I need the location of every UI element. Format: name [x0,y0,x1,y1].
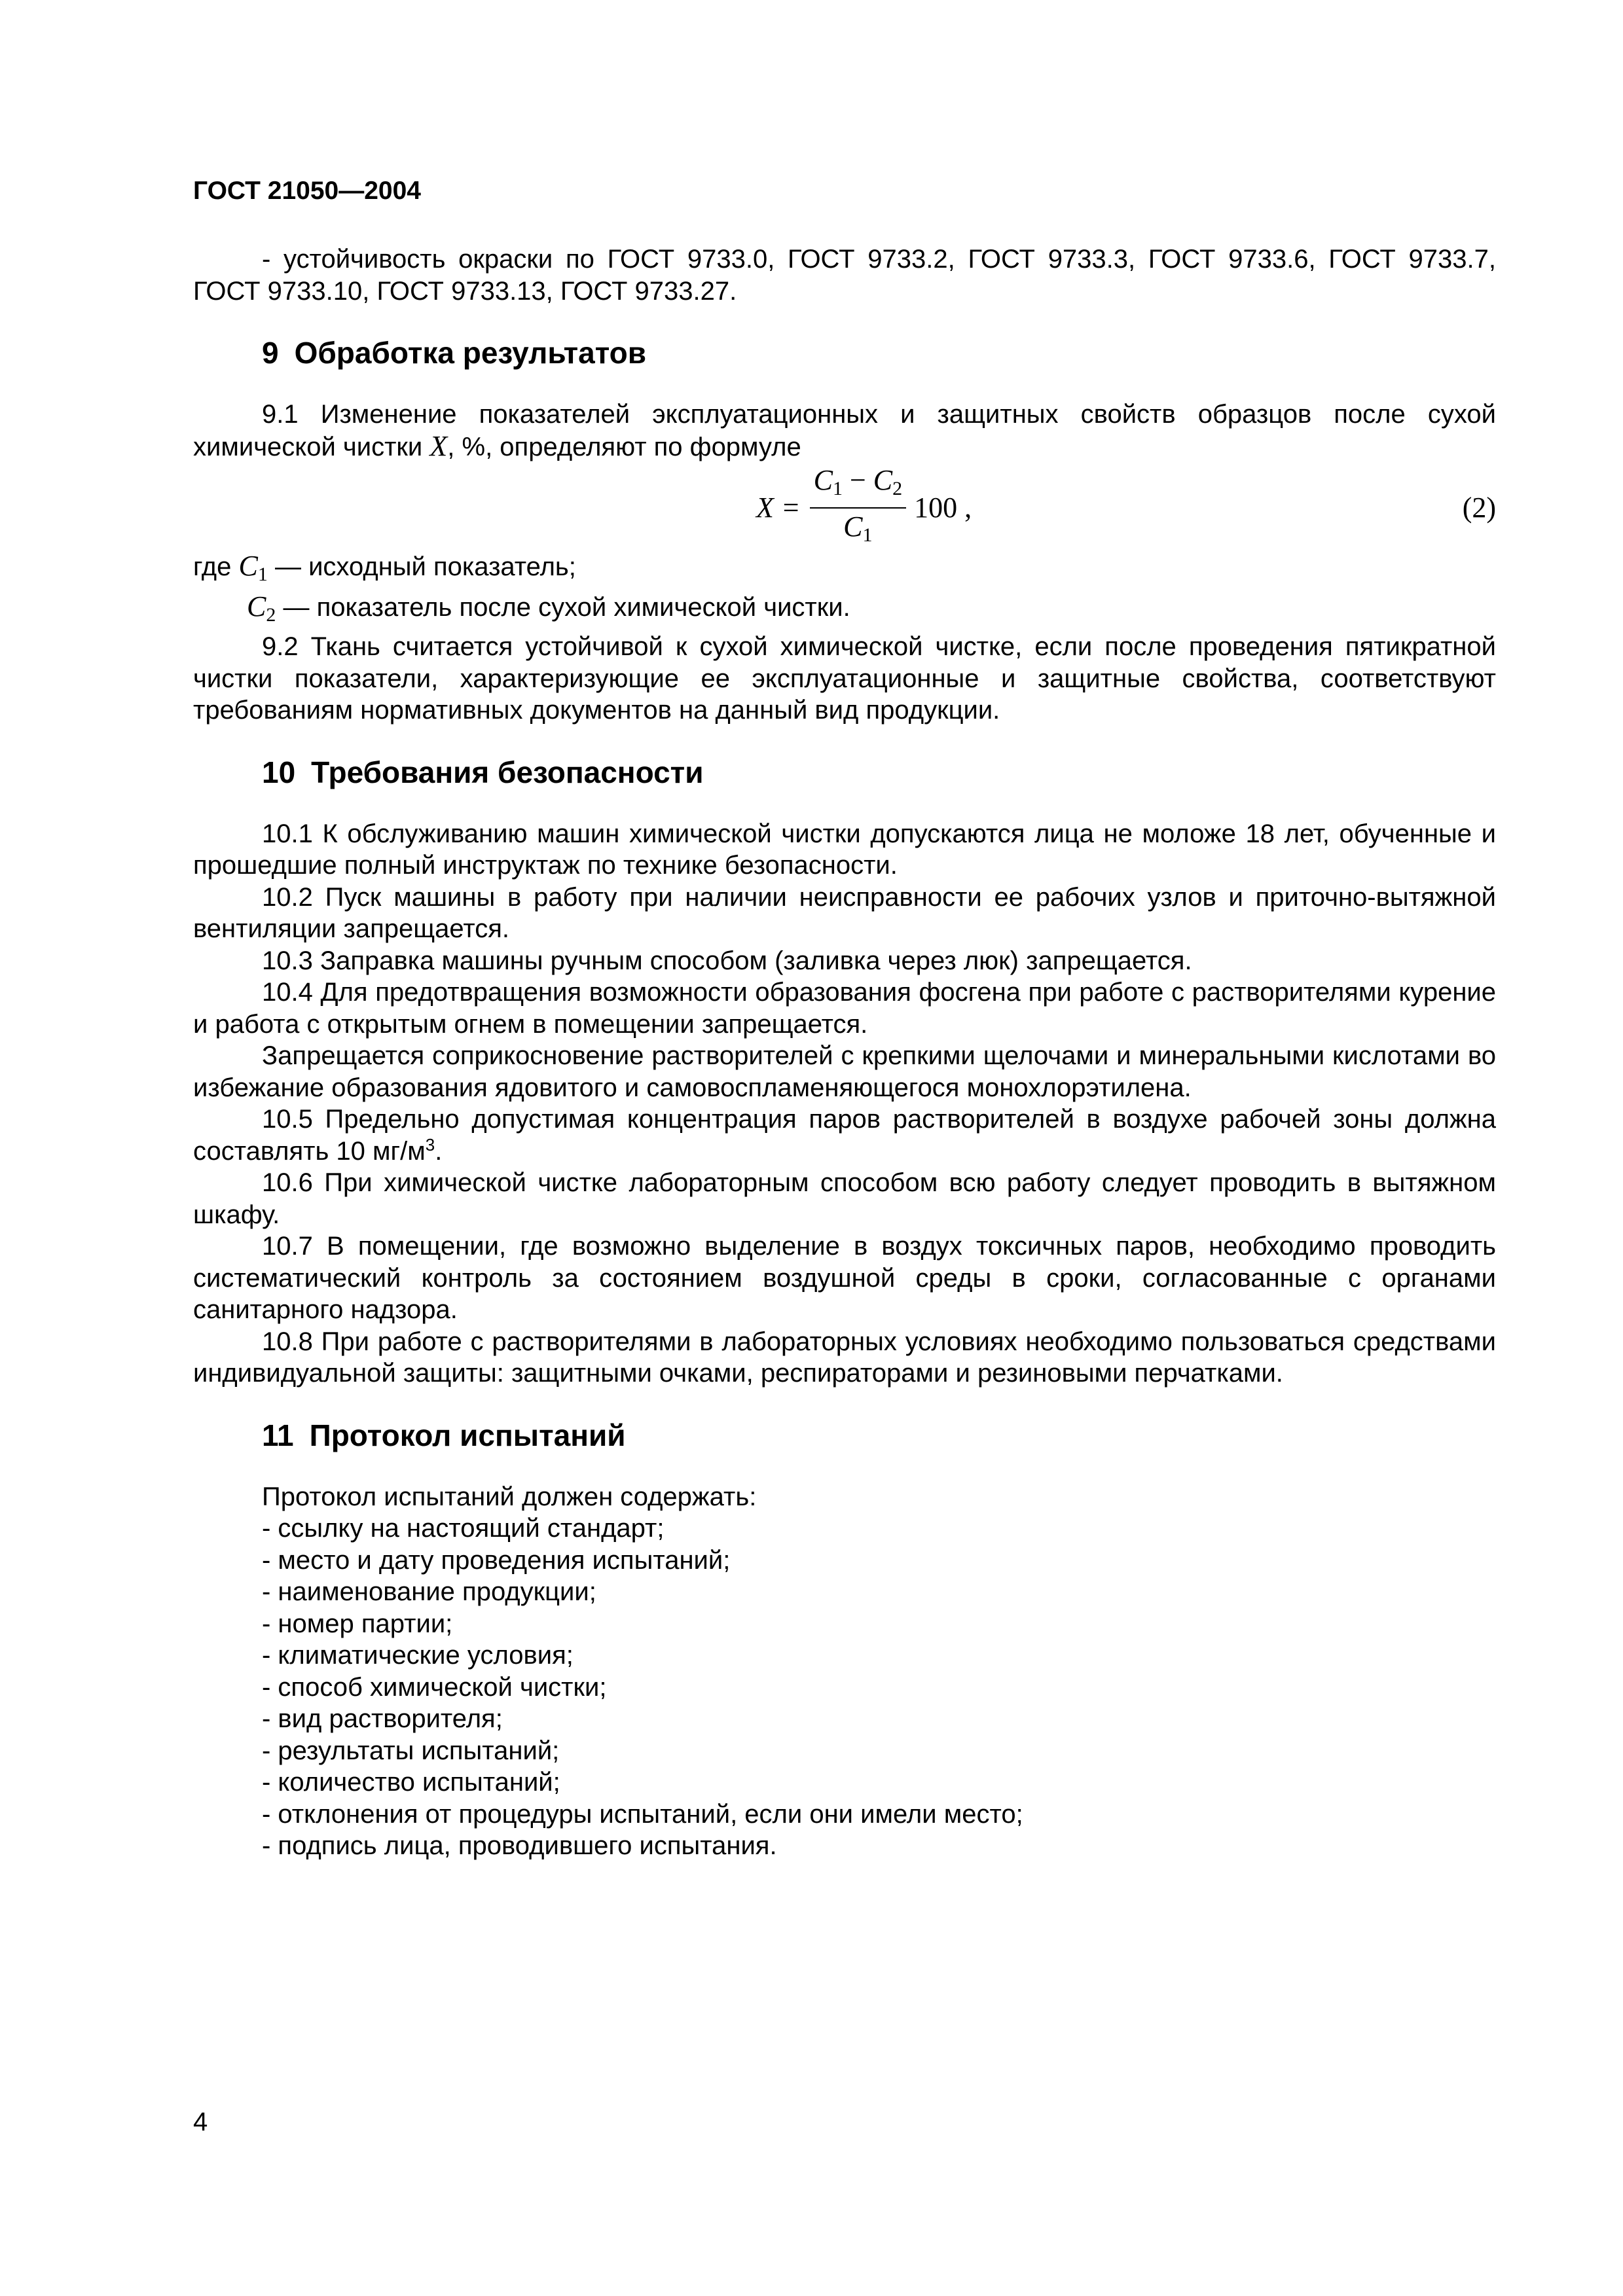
paragraph-10-3: 10.3 Заправка машины ручным способом (заливка через люк) запрещается. [262,946,1192,975]
paragraph-9-2: 9.2 Ткань считается устойчивой к сухой химической чистке, если после проведения пятикратной чистки показатели, характеризующие ее эксплуатационные и защитные свойства, соответствуют требованиям нормативных документов на данный вид продукции. [193,632,1496,725]
document-body [193,243,1496,1862]
where-c2: $C_2$ — показатель после сухой химической чистки. [247,590,850,626]
paragraph-10-5: 10.5 Предельно допустимая концентрация паров растворителей в воздухе рабочей зоны должна составлять 10 $мг/м^3$. [193,1105,1496,1166]
formula-lhs: X = [756,491,801,524]
list-item: - наименование продукции; [262,1577,596,1606]
protocol-lead: Протокол испытаний должен содержать: [262,1482,757,1511]
list-item: - подпись лица, проводившего испытания. [262,1831,777,1860]
paragraph-10-4b: Запрещается соприкосновение растворителей с крепкими щелочами и минеральными кислотами во избежание образования ядовитого и самовоспламеняющегося монохлорэтилена. [193,1041,1496,1102]
formula-factor: 100 , [914,491,972,524]
formula-number: (2) [1462,491,1496,524]
protocol-items [193,1513,1496,1862]
paragraph-10-2: 10.2 Пуск машины в работу при наличии неисправности ее рабочих узлов и приточно-вытяжной вентиляции запрещается. [193,882,1496,943]
document-code: ГОСТ 21050—2004 [193,177,421,205]
section-10-heading [193,753,1496,792]
list-item: - отклонения от процедуры испытаний, если они имели место; [262,1799,1023,1829]
list-item: - климатические условия; [262,1641,574,1670]
formula-denominator: $C_1$ [843,511,873,546]
list-item: - номер партии; [262,1609,453,1638]
formula-expression [756,465,972,550]
paragraph-10-7: 10.7 В помещении, где возможно выделение в воздух токсичных паров, необходимо проводить систематический контроль за состоянием воздушной среды в сроки, согласованные с органами санитарного надзора. [193,1232,1496,1324]
formula-numerator: $C_1 - C_2$ [810,465,907,509]
list-item: - количество испытаний; [262,1768,560,1797]
section-10-number: 10 [262,755,296,789]
section-10-title: Требования безопасности [311,755,704,789]
section-11-heading [193,1416,1496,1455]
paragraph-10-6: 10.6 При химической чистке лабораторным способом всю работу следует проводить в вытяжном шкафу. [193,1168,1496,1229]
section-11-number: 11 [262,1418,294,1452]
page-number: 4 [193,2108,208,2136]
section-9-heading [193,333,1496,372]
list-item: - вид растворителя; [262,1704,503,1733]
variable-x: X [429,429,448,462]
list-item: - ссылку на настоящий стандарт; [262,1514,665,1543]
paragraph-9-1: 9.1 Изменение показателей эксплуатационных и защитных свойств образцов после сухой химической чистки X, %, определяют по формуле [193,400,1496,462]
list-item: - место и дату проведения испытаний; [262,1545,731,1575]
list-item: - результаты испытаний; [262,1736,560,1765]
list-item: - способ химической чистки; [262,1672,607,1702]
paragraph-10-8: 10.8 При работе с растворителями в лабораторных условиях необходимо пользоваться средствами индивидуальной защиты: защитными очками, респираторами и резиновыми перчатками. [193,1327,1496,1388]
section-9-title: Обработка результатов [294,336,646,370]
where-c1: где $C_1$ — исходный показатель; [193,550,576,585]
formula-fraction [810,465,907,551]
paragraph-10-1: 10.1 К обслуживанию машин химической чистки допускаются лица не моложе 18 лет, обученные и прошедшие полный инструктаж по технике безопасности. [193,819,1496,880]
section-11-title: Протокол испытаний [309,1418,626,1452]
paragraph-10-4: 10.4 Для предотвращения возможности образования фосгена при работе с растворителями курение и работа с открытым огнем в помещении запрещается. [193,978,1496,1039]
intro-list-item: - устойчивость окраски по ГОСТ 9733.0, ГОСТ 9733.2, ГОСТ 9733.3, ГОСТ 9733.6, ГОСТ 9733.7, ГОСТ 9733.10, ГОСТ 9733.13, ГОСТ 9733.27. [193,245,1496,306]
formula-2 [193,465,1496,550]
section-9-number: 9 [262,336,279,370]
